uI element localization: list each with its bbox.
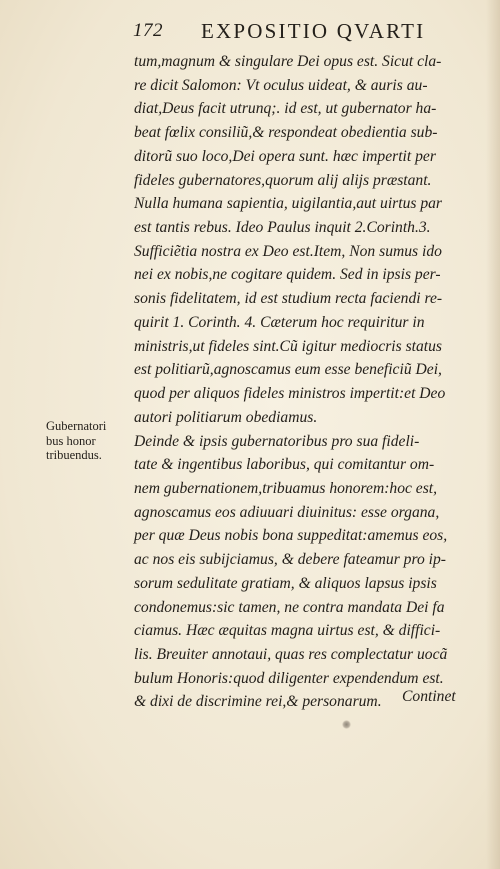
text-line: sonis fidelitatem, id est studium recta faciendi re- xyxy=(134,290,443,308)
text-line: ac nos eis subijciamus, & debere fateamur pro ip- xyxy=(134,551,446,569)
text-line: beat fœlix consiliũ,& respondeat obedientia sub- xyxy=(134,124,438,142)
text-line: ministris,ut fideles sint.Cũ igitur mediocris status xyxy=(134,337,442,355)
text-line: nei ex nobis,ne cogitare quidem. Sed in ipsis per- xyxy=(134,266,441,284)
text-line: autori politiarum obediamus. xyxy=(134,408,318,426)
text-line: Nulla humana sapientia, uigilantia,aut uirtus par xyxy=(134,195,442,213)
text-line: est politiarũ,agnoscamus eum esse beneficiũ Dei, xyxy=(134,361,442,379)
text-line: re dicit Salomon: Vt oculus uideat, & auris au- xyxy=(134,76,428,94)
text-line: quirit 1. Corinth. 4. Cæterum hoc requiritur in xyxy=(134,313,425,331)
text-line: per quæ Deus nobis bona suppeditat:amemus eos, xyxy=(134,527,448,545)
text-line: & dixi de discrimine rei,& personarum. xyxy=(134,693,382,711)
text-line: tum,magnum & singulare Dei opus est. Sicut cla- xyxy=(134,53,442,70)
margin-note-line: tribuendus. xyxy=(46,448,102,462)
text-line: Deinde & ipsis gubernatoribus pro sua fideli- xyxy=(134,432,420,450)
page-number: 172 xyxy=(133,20,163,41)
text-line: lis. Breuiter annotaui, quas res complectatur uocã xyxy=(134,645,448,663)
text-line: bulum Honoris:quod diligenter expendendum est. xyxy=(134,669,444,687)
main-text xyxy=(134,50,480,714)
text-line: diat,Deus facit utrunq;. id est, ut gubernator ha- xyxy=(134,100,437,118)
text-line: tate & ingentibus laboribus, qui comitantur om- xyxy=(134,456,435,474)
text-line: nem gubernationem,tribuamus honorem:hoc est, xyxy=(134,479,438,497)
text-line: condonemus:sic tamen, ne contra mandata Dei fa xyxy=(134,598,445,616)
text-line: ciamus. Hæc æquitas magna uirtus est, & diffici- xyxy=(134,622,441,640)
ink-blot xyxy=(342,720,351,729)
margin-note-line: Gubernatori xyxy=(46,419,107,433)
running-head: EXPOSITIO QVARTI xyxy=(201,19,426,43)
catchword: Continet xyxy=(402,688,456,705)
text-line: Sufficiẽtia nostra ex Deo est.Item, Non sumus ido xyxy=(134,242,442,260)
text-line: sorum sedulitate gratiam, & aliquos lapsus ipsis xyxy=(134,574,437,592)
text-line: fideles gubernatores,quorum alij alijs præstant. xyxy=(134,171,432,189)
text-line: quod per aliquos fideles ministros impertit:et Deo xyxy=(134,385,446,403)
page-edge-shadow xyxy=(486,0,500,869)
text-line: agnoscamus eos adiuuari diuinitus: esse organa, xyxy=(134,503,440,521)
margin-note xyxy=(46,419,130,463)
text-line: est tantis rebus. Ideo Paulus inquit 2.Corinth.3. xyxy=(134,219,431,237)
margin-note-line: bus honor xyxy=(46,433,96,448)
text-line: ditorũ suo loco,Dei opera sunt. hæc impertit per xyxy=(134,147,436,165)
